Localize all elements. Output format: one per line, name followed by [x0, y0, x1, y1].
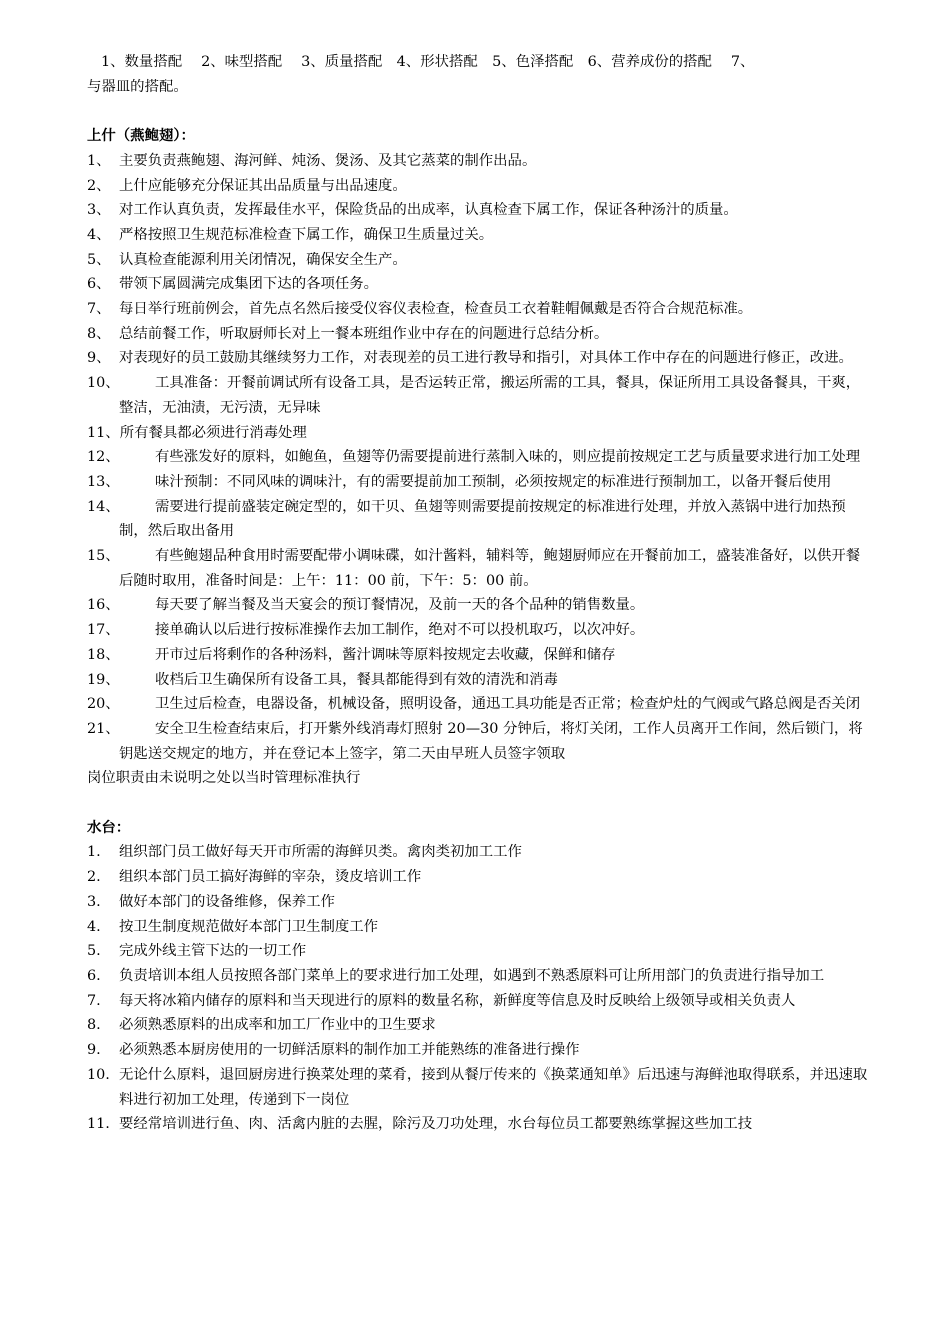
list-item-text: 安全卫生检查结束后，打开紫外线消毒灯照射 20—30 分钟后，将灯关闭，工作人员离开工作间，然后锁门，将钥匙送交规定的地方，并在登记本上签字，第二天由早班人员签字领取 [119, 720, 863, 762]
list-item [87, 668, 869, 693]
list-item-number: 10、 [87, 375, 120, 392]
list-item-number: 8、 [87, 325, 111, 342]
list-item-number: 2. [87, 869, 101, 886]
list-item-text: 开市过后将剩作的各种汤料，酱汁调味等原料按规定去收藏，保鲜和储存 [155, 646, 616, 663]
list-item-number: 11. [87, 1116, 110, 1133]
list-item [87, 915, 869, 940]
list-item-text: 做好本部门的设备维修，保养工作 [119, 893, 335, 910]
document-body [87, 50, 869, 1137]
list-item-number: 5、 [87, 251, 111, 268]
list-item-text: 负责培训本组人员按照各部门菜单上的要求进行加工处理，如遇到不熟悉原料可让所用部门的负责进行指导加工 [119, 967, 825, 984]
section-heading-shuitai: 水台： [87, 818, 131, 836]
list-item-number: 16、 [87, 597, 120, 614]
list-item [87, 989, 869, 1014]
list-item [87, 223, 869, 248]
list-item-text: 每天将冰箱内储存的原料和当天现进行的原料的数量名称，新鲜度等信息及时反映给上级领导或相关负责人 [119, 992, 796, 1009]
list-item-text: 所有餐具都必须进行消毒处理 [119, 424, 307, 441]
list-item-text: 总结前餐工作，听取厨师长对上一餐本班组作业中存在的问题进行总结分析。 [119, 325, 609, 342]
list-item [87, 495, 869, 544]
list-item-number: 7、 [87, 301, 111, 318]
list-item [87, 371, 869, 420]
list-item [87, 964, 869, 989]
list-item-number: 6、 [87, 276, 111, 293]
list-item [87, 421, 869, 446]
list-item-text: 上什应能够充分保证其出品质量与出品速度。 [119, 177, 407, 194]
list-item-text: 对表现好的员工鼓励其继续努力工作，对表现差的员工进行教导和指引，对具体工作中存在的问题进行修正，改进。 [119, 350, 853, 367]
list-item [87, 840, 869, 865]
list-item-text: 每天要了解当餐及当天宴会的预订餐情况，及前一天的各个品种的销售数量。 [155, 597, 645, 614]
list-item-text: 组织本部门员工搞好海鲜的宰杂，烫皮培训工作 [119, 869, 422, 886]
list-item-number: 6. [87, 967, 101, 984]
list-item-text: 每日举行班前例会，首先点名然后接受仪容仪表检查，检查员工衣着鞋帽佩戴是否符合合规范标准。 [119, 301, 753, 318]
list-item [87, 593, 869, 618]
list-item [87, 865, 869, 890]
list-item-number: 9. [87, 1042, 101, 1059]
list-item-number: 14、 [87, 498, 120, 515]
list-item [87, 297, 869, 322]
list-item-number: 12、 [87, 449, 120, 466]
list-item [87, 248, 869, 273]
list-item-number: 8. [87, 1017, 101, 1034]
list-item [87, 149, 869, 174]
list-item-number: 1、 [87, 152, 111, 169]
list-item-text: 带领下属圆满完成集团下达的各项任务。 [119, 276, 379, 293]
list-item [87, 322, 869, 347]
list-item-text: 需要进行提前盛装定碗定型的，如干贝、鱼翅等则需要提前按规定的标准进行处理，并放入蒸锅中进行加热预制，然后取出备用 [119, 498, 846, 540]
list-item-number: 2、 [87, 177, 111, 194]
list-item-text: 工具准备：开餐前调试所有设备工具，是否运转正常，搬运所需的工具，餐具，保证所用工具设备餐具，干爽，整洁，无油渍，无污渍，无异味 [119, 375, 861, 416]
list-item-text: 必须熟悉本厨房使用的一切鲜活原料的制作加工并能熟练的准备进行操作 [119, 1042, 580, 1059]
list-item-number: 15、 [87, 548, 120, 565]
section-footer-note: 岗位职责由未说明之处以当时管理标准执行 [87, 770, 361, 787]
list-item-number: 17、 [87, 622, 120, 639]
list-item [87, 346, 869, 371]
list-item-text: 接单确认以后进行按标准操作去加工制作，绝对不可以投机取巧，以次冲好。 [155, 622, 645, 639]
spacer [87, 99, 869, 124]
list-item-number: 5. [87, 943, 101, 960]
list-item [87, 470, 869, 495]
list-item-text: 认真检查能源利用关闭情况，确保安全生产。 [119, 251, 407, 268]
duty-list-shuitai [87, 840, 869, 1136]
list-item-text: 味汁预制：不同风味的调味汁，有的需要提前加工预制，必须按规定的标准进行预制加工，以备开餐后使用 [155, 473, 832, 490]
spacer [87, 791, 869, 816]
list-item-number: 20、 [87, 696, 120, 713]
list-item-number: 19、 [87, 671, 120, 688]
list-item-number: 18、 [87, 646, 120, 663]
list-item [87, 939, 869, 964]
list-item-text: 卫生过后检查，电器设备，机械设备，照明设备，通迅工具功能是否正常；检查炉灶的气阀或气路总阀是否关闭 [155, 696, 861, 713]
list-item [87, 692, 869, 717]
list-item [87, 618, 869, 643]
list-item-number: 3. [87, 893, 101, 910]
intro-line-2: 与器皿的搭配。 [87, 78, 188, 95]
list-item-text: 组织部门员工做好每天开市所需的海鲜贝类。禽肉类初加工工作 [119, 844, 522, 861]
list-item [87, 174, 869, 199]
list-item-number: 3、 [87, 202, 111, 219]
list-item [87, 272, 869, 297]
list-item-number: 13、 [87, 473, 120, 490]
list-item-text: 完成外线主管下达的一切工作 [119, 943, 307, 960]
list-item-number: 11、 [87, 424, 120, 441]
list-item-number: 7. [87, 992, 101, 1009]
intro-paragraph [87, 50, 869, 99]
list-item [87, 198, 869, 223]
list-item [87, 643, 869, 668]
list-item-number: 10. [87, 1066, 110, 1083]
list-item-number: 4. [87, 918, 101, 935]
list-item [87, 1038, 869, 1063]
list-item-text: 按卫生制度规范做好本部门卫生制度工作 [119, 918, 379, 935]
list-item [87, 1063, 869, 1112]
list-item [87, 890, 869, 915]
list-item-number: 9、 [87, 350, 111, 367]
list-item-number: 1. [87, 844, 101, 861]
list-item-text: 对工作认真负责，发挥最佳水平，保险货品的出成率，认真检查下属工作，保证各种汤汁的质量。 [119, 202, 738, 219]
list-item [87, 1112, 869, 1137]
list-item [87, 1013, 869, 1038]
duty-list-shangshi [87, 149, 869, 767]
intro-line-1: 1、数量搭配 2、味型搭配 3、质量搭配 4、形状搭配 5、色泽搭配 6、营养成份的搭配 7、 [101, 54, 755, 70]
list-item-text: 必须熟悉原料的出成率和加工厂作业中的卫生要求 [119, 1017, 436, 1034]
list-item-text: 主要负责燕鲍翅、海河鲜、炖汤、煲汤、及其它蒸菜的制作出品。 [119, 152, 537, 169]
list-item [87, 544, 869, 593]
list-item-text: 严格按照卫生规范标准检查下属工作，确保卫生质量过关。 [119, 226, 494, 243]
list-item-text: 要经常培训进行鱼、肉、活禽内脏的去腥，除污及刀功处理，水台每位员工都要熟练掌握这些加工技 [119, 1116, 753, 1133]
list-item [87, 717, 869, 766]
list-item-number: 4、 [87, 226, 111, 243]
section-heading-shangshi: 上什（燕鲍翅）： [87, 127, 195, 145]
list-item-number: 21、 [87, 720, 120, 737]
list-item-text: 有些鲍翅品种食用时需要配带小调味碟，如汁酱料，辅料等，鲍翅厨师应在开餐前加工，盛装准备好，以供开餐后随时取用，准备时间是：上午：11：00 前，下午：5：00 前。 [119, 548, 861, 589]
list-item [87, 445, 869, 470]
list-item-text: 收档后卫生确保所有设备工具，餐具都能得到有效的清洗和消毒 [155, 671, 558, 688]
list-item-text: 无论什么原料，退回厨房进行换菜处理的菜肴，接到从餐厅传来的《换菜通知单》后迅速与海鲜池取得联系，并迅速取料进行初加工处理，传递到下一岗位 [119, 1066, 868, 1108]
list-item-text: 有些涨发好的原料，如鲍鱼，鱼翅等仍需要提前进行蒸制入味的，则应提前按规定工艺与质量要求进行加工处理 [155, 449, 861, 466]
